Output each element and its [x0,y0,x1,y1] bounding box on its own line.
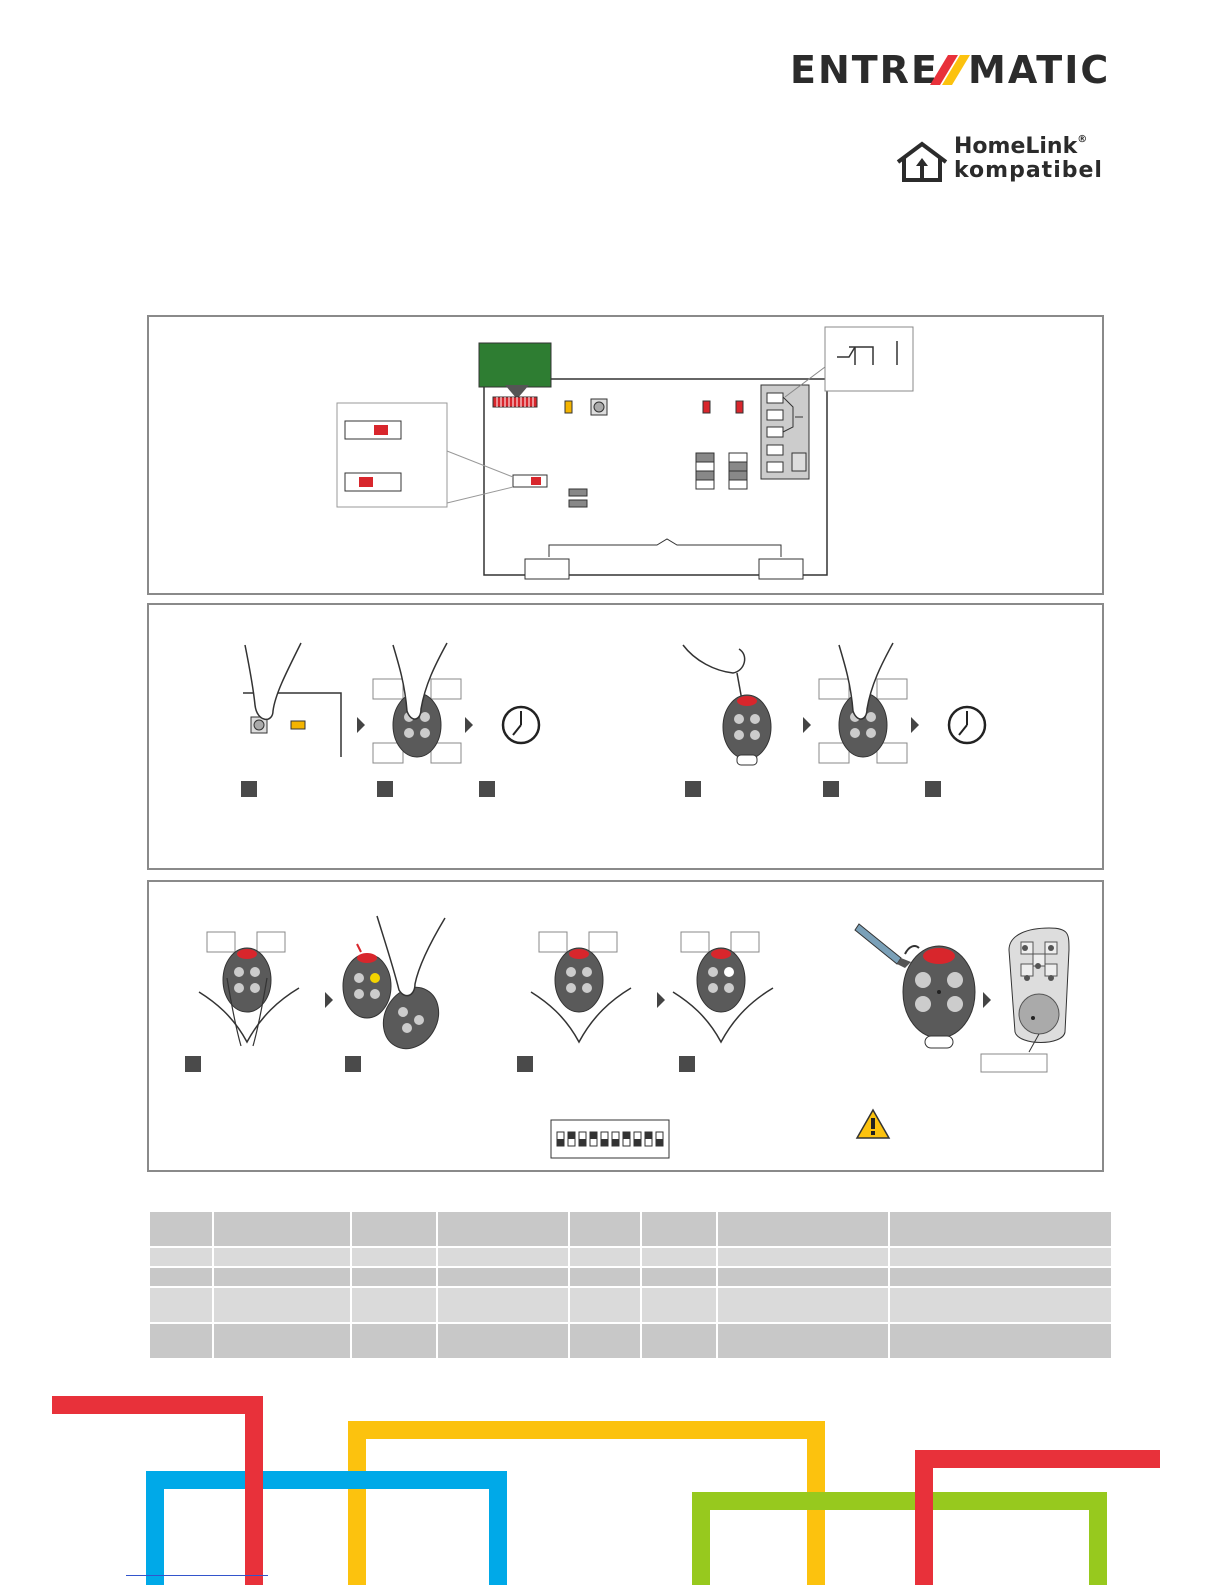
step-marker [345,1056,361,1072]
table-row [150,1247,1112,1267]
receiver-board-diagram [149,317,1102,593]
step-marker [517,1056,533,1072]
battery-label-box [981,1054,1047,1072]
dip-switch [551,1120,669,1158]
entrematic-logo [790,52,1110,98]
svg-text:MATIC: MATIC [968,52,1110,88]
relay-led-2 [736,401,743,413]
table-cell [351,1212,437,1247]
remote-a2 [373,643,461,763]
step-marker [925,781,941,797]
house-icon [894,140,950,184]
remote-battery-inside [981,928,1069,1072]
svg-text:ENTRE: ENTRE [790,52,939,88]
radio-module [479,343,551,387]
remote-b1 [683,645,771,765]
jumper-small-1 [569,489,587,496]
table-cell [889,1212,1112,1247]
footer-line-red-right [924,1459,1160,1585]
step-marker [377,781,393,797]
homelink-title: HomeLink® [954,134,1088,159]
clock-icon [503,707,539,743]
board-slide-switch [513,475,547,487]
warning-icon [857,1110,889,1138]
panel-learning-steps [147,603,1104,870]
panel-receiver-board [147,315,1104,595]
remote-c2 [343,916,450,1059]
table-cell [437,1212,569,1247]
led-yellow-icon [291,721,305,729]
step-marker [479,781,495,797]
footer-link-underline [126,1575,268,1576]
table-cell [213,1212,351,1247]
arrow-right-icon [465,717,473,733]
remote-b2 [819,643,907,763]
table-cell [641,1212,717,1247]
decorative-footer-lines [0,1395,1225,1585]
step-marker [185,1056,201,1072]
step-marker [685,781,701,797]
board-foot-right [759,559,803,579]
arrow-right-icon [803,717,811,733]
step-a1-illustration [243,643,341,757]
relay-led-1 [703,401,710,413]
step-marker [679,1056,695,1072]
board-foot-left [525,559,569,579]
step-marker [823,781,839,797]
arrow-right-icon [911,717,919,733]
remote-battery-open [855,924,975,1048]
finger-icon [245,643,301,719]
clock-icon [949,707,985,743]
table-header-row [150,1212,1112,1247]
entrematic-wordmark [790,52,1110,88]
footer-line-green [701,1501,1098,1585]
arrow-right-icon [983,992,991,1008]
table-cell [569,1212,641,1247]
status-led [565,401,572,413]
table-cell [717,1212,889,1247]
footer-line-blue [155,1480,498,1585]
jumper-small-2 [569,500,587,507]
arrow-right-icon [657,992,665,1008]
spec-table [150,1212,1113,1360]
jumper-block-1 [696,453,714,489]
jumper-block-2 [729,453,747,489]
table-row [150,1323,1112,1359]
remote-d1 [531,932,631,1042]
step-marker [241,781,257,797]
arrow-right-icon [325,992,333,1008]
remote-c1 [199,932,299,1046]
panel-remote-copy [147,880,1104,1172]
table-row [150,1287,1112,1323]
relay-callout [825,327,913,391]
module-connector [493,397,537,407]
table-cell [150,1212,213,1247]
homelink-subtitle: kompatibel [954,158,1103,183]
remote-copy-diagram [149,882,1102,1170]
learning-steps-diagram [149,605,1102,868]
remote-d2 [673,932,773,1042]
table-row [150,1267,1112,1287]
arrow-right-icon [357,717,365,733]
